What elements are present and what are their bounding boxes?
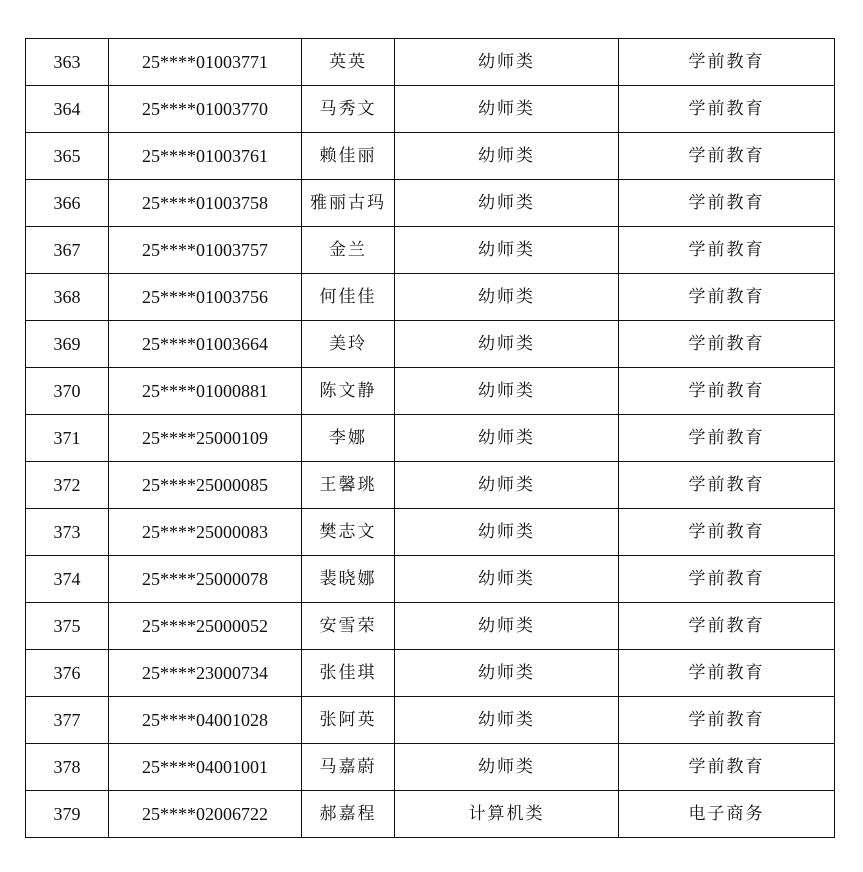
student-name: 张阿英 [302,697,395,744]
exam-id: 25****01000881 [109,368,302,415]
row-number: 368 [26,274,109,321]
exam-id: 25****01003771 [109,39,302,86]
student-name: 英英 [302,39,395,86]
category: 幼师类 [395,650,619,697]
category: 幼师类 [395,39,619,86]
category: 幼师类 [395,556,619,603]
category: 幼师类 [395,180,619,227]
exam-id: 25****01003761 [109,133,302,180]
major: 学前教育 [619,133,835,180]
category: 幼师类 [395,86,619,133]
row-number: 363 [26,39,109,86]
category: 幼师类 [395,274,619,321]
exam-id: 25****25000109 [109,415,302,462]
category: 幼师类 [395,133,619,180]
major: 学前教育 [619,368,835,415]
major: 学前教育 [619,697,835,744]
row-number: 376 [26,650,109,697]
exam-id: 25****25000052 [109,603,302,650]
row-number: 377 [26,697,109,744]
row-number: 370 [26,368,109,415]
major: 学前教育 [619,650,835,697]
table-row [26,650,835,697]
student-name: 郝嘉程 [302,791,395,838]
row-number: 364 [26,86,109,133]
exam-id: 25****25000078 [109,556,302,603]
student-name: 安雪荣 [302,603,395,650]
table-row [26,603,835,650]
exam-id: 25****25000083 [109,509,302,556]
row-number: 374 [26,556,109,603]
major: 学前教育 [619,603,835,650]
student-name: 李娜 [302,415,395,462]
category: 幼师类 [395,509,619,556]
exam-id: 25****01003664 [109,321,302,368]
row-number: 373 [26,509,109,556]
student-roster-table [25,38,835,838]
exam-id: 25****23000734 [109,650,302,697]
row-number: 379 [26,791,109,838]
row-number: 375 [26,603,109,650]
row-number: 366 [26,180,109,227]
student-name: 美玲 [302,321,395,368]
table-row [26,133,835,180]
table-row [26,86,835,133]
student-name: 樊志文 [302,509,395,556]
table-row [26,39,835,86]
category: 幼师类 [395,462,619,509]
category: 幼师类 [395,368,619,415]
table-row [26,227,835,274]
exam-id: 25****01003757 [109,227,302,274]
roster-table-body [26,39,835,838]
major: 学前教育 [619,274,835,321]
student-name: 马秀文 [302,86,395,133]
category: 幼师类 [395,415,619,462]
student-name: 金兰 [302,227,395,274]
category: 幼师类 [395,227,619,274]
major: 电子商务 [619,791,835,838]
exam-id: 25****25000085 [109,462,302,509]
table-row [26,274,835,321]
category: 幼师类 [395,744,619,791]
student-name: 陈文静 [302,368,395,415]
student-name: 赖佳丽 [302,133,395,180]
table-row [26,462,835,509]
table-row [26,556,835,603]
exam-id: 25****01003758 [109,180,302,227]
category: 计算机类 [395,791,619,838]
student-name: 裴晓娜 [302,556,395,603]
major: 学前教育 [619,509,835,556]
table-row [26,368,835,415]
major: 学前教育 [619,180,835,227]
major: 学前教育 [619,227,835,274]
category: 幼师类 [395,321,619,368]
student-name: 何佳佳 [302,274,395,321]
exam-id: 25****04001028 [109,697,302,744]
exam-id: 25****04001001 [109,744,302,791]
major: 学前教育 [619,744,835,791]
row-number: 378 [26,744,109,791]
major: 学前教育 [619,462,835,509]
exam-id: 25****01003770 [109,86,302,133]
major: 学前教育 [619,415,835,462]
category: 幼师类 [395,603,619,650]
row-number: 372 [26,462,109,509]
table-row [26,180,835,227]
student-name: 马嘉蔚 [302,744,395,791]
student-name: 张佳琪 [302,650,395,697]
student-name: 雅丽古玛 [302,180,395,227]
student-name: 王馨珧 [302,462,395,509]
table-row [26,791,835,838]
category: 幼师类 [395,697,619,744]
table-row [26,697,835,744]
exam-id: 25****01003756 [109,274,302,321]
exam-id: 25****02006722 [109,791,302,838]
major: 学前教育 [619,86,835,133]
table-row [26,321,835,368]
row-number: 369 [26,321,109,368]
major: 学前教育 [619,556,835,603]
row-number: 371 [26,415,109,462]
table-row [26,415,835,462]
major: 学前教育 [619,321,835,368]
table-row [26,509,835,556]
row-number: 365 [26,133,109,180]
major: 学前教育 [619,39,835,86]
row-number: 367 [26,227,109,274]
table-row [26,744,835,791]
